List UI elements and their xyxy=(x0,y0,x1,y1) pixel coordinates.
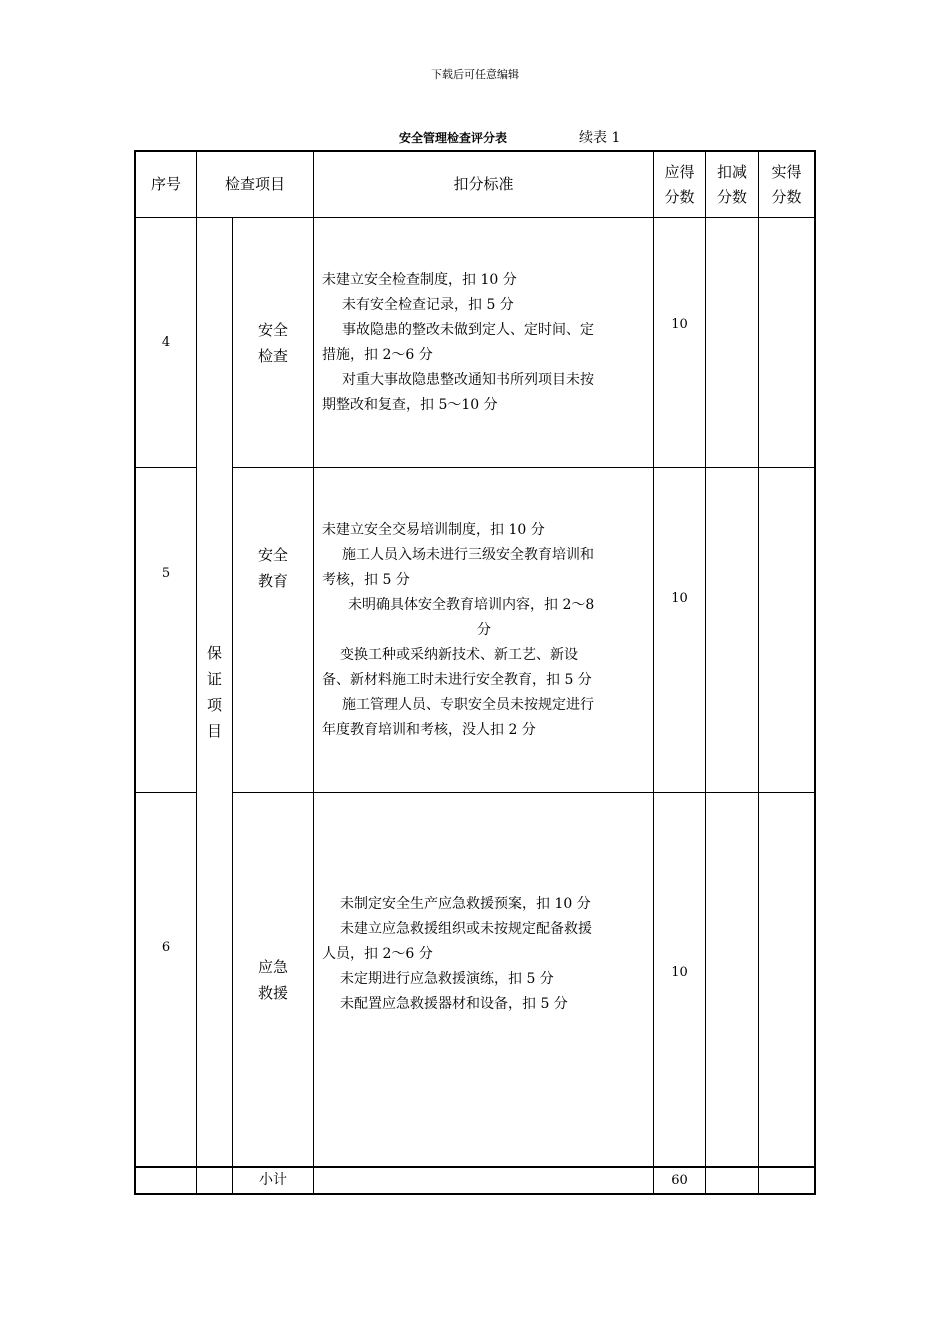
category-char: 项 xyxy=(206,696,222,714)
criteria-line: 备、新材料施工时未进行安全教育，扣 5 分 xyxy=(322,672,592,688)
table-border-bottom xyxy=(134,1193,816,1195)
header-due-line1: 应得 xyxy=(664,162,695,181)
row-item xyxy=(233,793,313,1167)
table-border-right xyxy=(814,150,816,1195)
row-item-line: 安全 xyxy=(257,320,288,339)
row-seq: 4 xyxy=(161,335,171,350)
row-due-score: 10 xyxy=(671,590,688,606)
criteria-line: 变换工种或采纳新技术、新工艺、新设 xyxy=(340,647,578,663)
header-deduct-line2: 分数 xyxy=(716,187,747,206)
subtotal-due-score: 60 xyxy=(671,1173,688,1188)
row-item xyxy=(233,218,313,467)
header-deduct-score xyxy=(706,152,758,217)
row-item-line: 教育 xyxy=(257,572,288,590)
criteria-line: 未建立安全交易培训制度，扣 10 分 xyxy=(322,522,545,538)
table-title: 安全管理检查评分表 xyxy=(399,131,508,145)
criteria-line: 未建立应急救援组织或未按规定配备救援 xyxy=(340,921,592,937)
header-due-line2: 分数 xyxy=(664,187,695,206)
category-char: 目 xyxy=(206,722,222,740)
category-label xyxy=(197,218,232,1166)
header-due-score xyxy=(654,152,705,217)
criteria-line: 措施，扣 2～6 分 xyxy=(322,347,433,363)
criteria-line: 施工管理人员、专职安全员未按规定进行 xyxy=(342,697,594,713)
header-actual-score xyxy=(759,152,814,217)
criteria-line: 对重大事故隐患整改通知书所列项目未按 xyxy=(342,372,594,388)
row-due-score: 10 xyxy=(671,316,688,332)
row-item-line: 检查 xyxy=(257,346,288,365)
row-item-line: 安全 xyxy=(257,546,288,564)
row-seq: 5 xyxy=(161,565,171,581)
row-criteria xyxy=(322,268,646,418)
column-divider xyxy=(313,150,314,1195)
row-criteria xyxy=(322,892,646,1017)
criteria-line: 考核，扣 5 分 xyxy=(322,572,410,588)
column-divider xyxy=(758,150,759,1195)
criteria-line: 未定期进行应急救援演练，扣 5 分 xyxy=(340,971,554,987)
row-due-score: 10 xyxy=(671,964,688,980)
header-actual-line1: 实得 xyxy=(771,162,802,181)
header-criteria: 扣分标准 xyxy=(453,175,514,193)
criteria-line: 期整改和复查，扣 5～10 分 xyxy=(322,397,498,413)
category-char: 证 xyxy=(206,670,222,688)
header-check-item: 检查项目 xyxy=(224,175,285,193)
criteria-line: 未有安全检查记录，扣 5 分 xyxy=(342,297,514,313)
header-seq: 序号 xyxy=(150,175,181,193)
row-item-line: 救援 xyxy=(257,984,288,1002)
header-deduct-line1: 扣减 xyxy=(716,162,747,181)
row-divider xyxy=(232,792,815,793)
row-criteria xyxy=(322,518,646,743)
category-char: 保 xyxy=(206,644,222,662)
criteria-line: 未建立安全检查制度，扣 10 分 xyxy=(322,272,517,288)
row-item-line: 应急 xyxy=(257,958,288,976)
criteria-line: 未配置应急救援器材和设备，扣 5 分 xyxy=(340,996,568,1012)
criteria-line: 事故隐患的整改未做到定人、定时间、定 xyxy=(342,322,594,338)
criteria-line: 分 xyxy=(477,622,491,638)
row-seq: 6 xyxy=(161,939,171,955)
header-actual-line2: 分数 xyxy=(771,187,802,206)
header-note: 下载后可任意编辑 xyxy=(431,68,519,81)
continuation-label: 续表 1 xyxy=(579,130,621,146)
row-item xyxy=(233,468,313,668)
subtotal-label: 小计 xyxy=(259,1172,287,1188)
row-divider xyxy=(232,467,815,468)
criteria-line: 人员，扣 2～6 分 xyxy=(322,946,433,962)
criteria-line: 年度教育培训和考核，没人扣 2 分 xyxy=(322,722,536,738)
criteria-line: 未明确具体安全教育培训内容，扣 2～8 xyxy=(348,597,595,613)
column-divider xyxy=(705,150,706,1195)
criteria-line: 施工人员入场未进行三级安全教育培训和 xyxy=(342,547,594,563)
criteria-line: 未制定安全生产应急救援预案，扣 10 分 xyxy=(340,896,591,912)
